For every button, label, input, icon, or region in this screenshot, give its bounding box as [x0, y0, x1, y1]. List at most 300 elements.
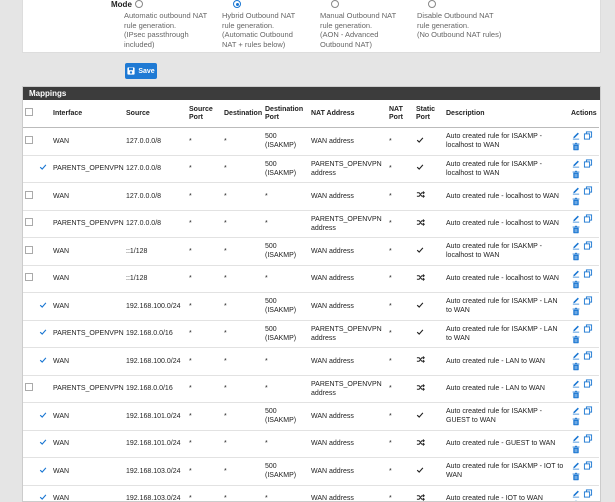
cell-static-port — [414, 128, 444, 156]
cell-source: 192.168.100.0/24 — [124, 348, 187, 376]
trash-icon[interactable] — [571, 170, 581, 179]
cell-destination-port — [263, 348, 309, 376]
row-select-checkbox[interactable] — [25, 136, 33, 144]
cell-actions — [569, 183, 599, 211]
cell-destination: * — [222, 320, 263, 348]
mode-option-text — [222, 11, 322, 49]
cell-description — [444, 238, 569, 266]
cell-description-line: Auto created rule for ISAKMP - LAN — [446, 325, 558, 333]
cell-nat-address-line: WAN address — [311, 467, 354, 475]
cell-static-port — [414, 430, 444, 458]
check-icon — [416, 331, 424, 338]
cell-destination-port-line: 500 — [265, 298, 277, 306]
row-enabled[interactable] — [37, 293, 51, 321]
cell-static-port — [414, 155, 444, 183]
row-enabled[interactable] — [37, 210, 51, 238]
edit-icon[interactable] — [571, 186, 581, 195]
mode-option-text — [124, 11, 224, 49]
cell-nat-address-line: WAN address — [311, 137, 354, 145]
cell-description — [444, 458, 569, 486]
table-row[interactable] — [23, 128, 599, 156]
mode-option-line: rule generation. — [320, 20, 373, 30]
cell-destination-port — [263, 210, 309, 238]
cell-nat-port: * — [387, 430, 414, 458]
mode-label: Mode — [111, 0, 132, 9]
cell-description — [444, 265, 569, 293]
cell-description-line: localhost to WAN — [446, 142, 500, 150]
col-static-port[interactable]: Static Port — [414, 100, 444, 128]
col-destination[interactable]: Destination — [222, 100, 263, 128]
mode-radio-1[interactable] — [233, 0, 241, 8]
cell-destination-port-line: (ISAKMP) — [265, 307, 297, 315]
table-row[interactable] — [23, 375, 599, 403]
cell-actions — [569, 375, 599, 403]
cell-nat-port: * — [387, 265, 414, 293]
cell-nat-port: * — [387, 183, 414, 211]
row-checkbox[interactable] — [23, 430, 37, 458]
edit-icon[interactable] — [571, 159, 581, 168]
mode-option-text — [320, 11, 420, 49]
cell-source-port: * — [187, 293, 222, 321]
cell-nat-address — [309, 128, 387, 156]
table-row[interactable] — [23, 155, 599, 183]
mode-option-line: (IPsec passthrough — [124, 30, 189, 39]
cell-nat-address — [309, 348, 387, 376]
cell-description-line: to WAN — [446, 307, 470, 315]
cell-destination-port — [263, 183, 309, 211]
shuffle-icon — [416, 442, 425, 449]
col-nat-port[interactable]: NAT Port — [387, 100, 414, 128]
cell-destination-port — [263, 293, 309, 321]
cell-destination-port — [263, 320, 309, 348]
cell-nat-address — [309, 430, 387, 458]
table-row[interactable] — [23, 458, 599, 486]
edit-icon[interactable] — [571, 324, 581, 333]
cell-nat-address-line: WAN address — [311, 302, 354, 310]
edit-icon[interactable] — [571, 434, 581, 443]
row-checkbox[interactable] — [23, 210, 37, 238]
cell-source-port: * — [187, 238, 222, 266]
row-checkbox[interactable] — [23, 265, 37, 293]
cell-source: 192.168.101.0/24 — [124, 403, 187, 431]
cell-static-port — [414, 320, 444, 348]
cell-nat-port: * — [387, 238, 414, 266]
cell-description-line: GUEST to WAN — [446, 417, 496, 425]
cell-source: 127.0.0.0/8 — [124, 210, 187, 238]
mode-radio-0[interactable] — [135, 0, 143, 8]
cell-destination-port — [263, 155, 309, 183]
table-row[interactable] — [23, 485, 599, 502]
cell-description — [444, 348, 569, 376]
cell-interface: WAN — [51, 238, 124, 266]
mode-option-line: rule generation. — [124, 20, 177, 30]
cell-nat-address — [309, 320, 387, 348]
check-icon — [416, 249, 424, 256]
cell-destination-port-line: * — [265, 495, 268, 502]
trash-icon[interactable] — [571, 225, 581, 234]
row-checkbox[interactable] — [23, 155, 37, 183]
check-icon — [416, 304, 424, 311]
row-checkbox[interactable] — [23, 485, 37, 502]
enabled-check-icon[interactable] — [39, 331, 47, 338]
copy-icon[interactable] — [583, 186, 593, 195]
mode-option-line: Hybrid Outbound NAT — [222, 11, 296, 20]
cell-destination: * — [222, 210, 263, 238]
cell-nat-address-line: WAN address — [311, 495, 354, 502]
cell-interface: WAN — [51, 458, 124, 486]
cell-description-line: Auto created rule for ISAKMP - — [446, 243, 542, 251]
table-row[interactable] — [23, 348, 599, 376]
cell-destination-port-line: 500 — [265, 325, 277, 333]
cell-static-port — [414, 183, 444, 211]
trash-icon[interactable] — [571, 197, 581, 206]
shuffle-icon — [416, 194, 425, 201]
cell-description-line: Auto created rule - LAN to WAN — [446, 357, 545, 365]
cell-description — [444, 430, 569, 458]
cell-destination-port-line: 500 — [265, 133, 277, 141]
cell-destination: * — [222, 485, 263, 502]
cell-nat-address-line: PARENTS_OPENVPN — [311, 160, 382, 168]
copy-icon[interactable] — [583, 434, 593, 443]
cell-interface: WAN — [51, 128, 124, 156]
cell-description-line: Auto created rule - localhost to WAN — [446, 275, 559, 283]
table-row[interactable] — [23, 430, 599, 458]
cell-nat-port: * — [387, 403, 414, 431]
mode-radio-2[interactable] — [331, 0, 339, 8]
cell-description — [444, 155, 569, 183]
cell-interface: WAN — [51, 348, 124, 376]
cell-actions — [569, 238, 599, 266]
cell-destination-port — [263, 375, 309, 403]
table-row[interactable] — [23, 183, 599, 211]
cell-interface: WAN — [51, 430, 124, 458]
enabled-check-icon[interactable] — [39, 496, 47, 502]
trash-icon[interactable] — [571, 280, 581, 289]
cell-nat-port: * — [387, 293, 414, 321]
col-destination-port[interactable]: Destination Port — [263, 100, 309, 128]
cell-destination-port-line: * — [265, 357, 268, 365]
cell-interface: WAN — [51, 293, 124, 321]
cell-nat-address — [309, 210, 387, 238]
row-enabled[interactable] — [37, 155, 51, 183]
cell-source-port: * — [187, 265, 222, 293]
row-checkbox[interactable] — [23, 458, 37, 486]
cell-actions — [569, 485, 599, 502]
cell-description-line: Auto created rule for ISAKMP - — [446, 160, 542, 168]
cell-description-line: localhost to WAN — [446, 252, 500, 260]
cell-nat-port: * — [387, 375, 414, 403]
copy-icon[interactable] — [583, 269, 593, 278]
cell-destination-port-line: * — [265, 192, 268, 200]
cell-description-line: Auto created rule - localhost to WAN — [446, 192, 559, 200]
cell-nat-port: * — [387, 485, 414, 502]
cell-destination-port-line: (ISAKMP) — [265, 472, 297, 480]
cell-destination-port-line: * — [265, 220, 268, 228]
cell-destination: * — [222, 128, 263, 156]
enabled-check-icon[interactable] — [39, 414, 47, 421]
enabled-check-icon[interactable] — [39, 441, 47, 448]
row-select-checkbox[interactable] — [25, 383, 33, 391]
row-enabled[interactable] — [37, 265, 51, 293]
copy-icon[interactable] — [583, 131, 593, 140]
row-checkbox[interactable] — [23, 320, 37, 348]
cell-source-port: * — [187, 458, 222, 486]
cell-description-line: Auto created rule for ISAKMP - LAN — [446, 298, 558, 306]
row-enabled[interactable] — [37, 238, 51, 266]
cell-nat-address-line: WAN address — [311, 192, 354, 200]
shuffle-icon — [416, 359, 425, 366]
copy-icon[interactable] — [583, 489, 593, 498]
shuffle-icon — [416, 387, 425, 394]
cell-description — [444, 485, 569, 502]
cell-destination-port-line: (ISAKMP) — [265, 169, 297, 177]
cell-nat-address-line: address — [311, 389, 336, 397]
check-icon — [416, 469, 424, 476]
cell-destination: * — [222, 375, 263, 403]
cell-nat-port: * — [387, 348, 414, 376]
cell-source: 127.0.0.0/8 — [124, 155, 187, 183]
row-enabled[interactable] — [37, 183, 51, 211]
col-interface[interactable]: Interface — [51, 100, 124, 128]
edit-icon[interactable] — [571, 269, 581, 278]
cell-source: ::1/128 — [124, 238, 187, 266]
col-source-port[interactable]: Source Port — [187, 100, 222, 128]
check-icon — [416, 166, 424, 173]
table-row[interactable] — [23, 293, 599, 321]
save-icon — [127, 67, 135, 75]
cell-destination-port — [263, 485, 309, 502]
cell-destination: * — [222, 458, 263, 486]
row-enabled[interactable] — [37, 403, 51, 431]
cell-nat-address-line: PARENTS_OPENVPN — [311, 380, 382, 388]
cell-destination-port-line: * — [265, 385, 268, 393]
cell-description-line: Auto created rule - GUEST to WAN — [446, 440, 556, 448]
cell-destination-port-line: 500 — [265, 463, 277, 471]
table-row[interactable] — [23, 238, 599, 266]
copy-icon[interactable] — [583, 461, 593, 470]
row-enabled[interactable] — [37, 375, 51, 403]
edit-icon[interactable] — [571, 461, 581, 470]
cell-source: 192.168.0.0/16 — [124, 320, 187, 348]
mappings-panel — [22, 86, 601, 502]
cell-static-port — [414, 265, 444, 293]
cell-source-port: * — [187, 485, 222, 502]
row-checkbox[interactable] — [23, 375, 37, 403]
table-row[interactable] — [23, 210, 599, 238]
cell-nat-address-line: WAN address — [311, 275, 354, 283]
cell-source-port: * — [187, 183, 222, 211]
check-icon — [416, 414, 424, 421]
cell-source: 192.168.103.0/24 — [124, 485, 187, 502]
trash-icon[interactable] — [571, 252, 581, 261]
cell-nat-port: * — [387, 210, 414, 238]
trash-icon[interactable] — [571, 307, 581, 316]
row-checkbox[interactable] — [23, 128, 37, 156]
mode-option-line: NAT + rules below) — [222, 39, 286, 49]
mappings-table — [23, 100, 599, 502]
copy-icon[interactable] — [583, 406, 593, 415]
shuffle-icon — [416, 497, 425, 502]
cell-actions — [569, 430, 599, 458]
cell-nat-address — [309, 293, 387, 321]
mode-radio-3[interactable] — [428, 0, 436, 8]
col-description[interactable]: Description — [444, 100, 569, 128]
cell-nat-address-line: WAN address — [311, 357, 354, 365]
table-row[interactable] — [23, 320, 599, 348]
copy-icon[interactable] — [583, 379, 593, 388]
col-source[interactable]: Source — [124, 100, 187, 128]
row-checkbox[interactable] — [23, 403, 37, 431]
cell-description-line: Auto created rule - localhost to WAN — [446, 220, 559, 228]
copy-icon[interactable] — [583, 324, 593, 333]
cell-nat-port: * — [387, 458, 414, 486]
mode-option-line: Automatic outbound NAT — [124, 11, 208, 20]
trash-icon[interactable] — [571, 142, 581, 151]
cell-description — [444, 320, 569, 348]
trash-icon[interactable] — [571, 335, 581, 344]
row-checkbox[interactable] — [23, 348, 37, 376]
mappings-title: Mappings — [23, 87, 600, 100]
cell-source: 192.168.0.0/16 — [124, 375, 187, 403]
cell-description-line: localhost to WAN — [446, 169, 500, 177]
enabled-check-icon[interactable] — [39, 359, 47, 366]
cell-actions — [569, 348, 599, 376]
cell-source-port: * — [187, 128, 222, 156]
edit-icon[interactable] — [571, 489, 581, 498]
cell-destination-port — [263, 265, 309, 293]
enabled-check-icon[interactable] — [39, 304, 47, 311]
row-select-checkbox[interactable] — [25, 246, 33, 254]
row-enabled[interactable] — [37, 485, 51, 502]
edit-icon[interactable] — [571, 351, 581, 360]
cell-nat-port: * — [387, 128, 414, 156]
cell-destination: * — [222, 430, 263, 458]
mode-option-line: Outbound NAT) — [320, 39, 372, 49]
row-checkbox[interactable] — [23, 238, 37, 266]
cell-description — [444, 210, 569, 238]
trash-icon[interactable] — [571, 472, 581, 481]
mode-option-line: Disable Outbound NAT — [417, 11, 494, 20]
cell-static-port — [414, 375, 444, 403]
cell-destination-port-line: (ISAKMP) — [265, 252, 297, 260]
cell-actions — [569, 265, 599, 293]
cell-destination-port — [263, 430, 309, 458]
row-enabled[interactable] — [37, 430, 51, 458]
edit-icon[interactable] — [571, 296, 581, 305]
row-checkbox[interactable] — [23, 183, 37, 211]
cell-description-line: Auto created rule - LAN to WAN — [446, 385, 545, 393]
cell-description-line: to WAN — [446, 334, 470, 342]
cell-interface: PARENTS_OPENVPN — [51, 375, 124, 403]
cell-static-port — [414, 238, 444, 266]
row-enabled[interactable] — [37, 128, 51, 156]
cell-nat-address-line: address — [311, 334, 336, 342]
enabled-check-icon[interactable] — [39, 469, 47, 476]
trash-icon[interactable] — [571, 362, 581, 371]
copy-icon[interactable] — [583, 351, 593, 360]
cell-description — [444, 375, 569, 403]
cell-destination-port-line: (ISAKMP) — [265, 334, 297, 342]
cell-static-port — [414, 210, 444, 238]
row-checkbox[interactable] — [23, 293, 37, 321]
cell-interface: WAN — [51, 183, 124, 211]
cell-nat-address — [309, 183, 387, 211]
cell-source-port: * — [187, 320, 222, 348]
cell-source-port: * — [187, 430, 222, 458]
cell-nat-address-line: address — [311, 224, 336, 232]
copy-icon[interactable] — [583, 296, 593, 305]
cell-static-port — [414, 403, 444, 431]
cell-interface: WAN — [51, 265, 124, 293]
edit-icon[interactable] — [571, 131, 581, 140]
row-enabled[interactable] — [37, 458, 51, 486]
row-select-checkbox[interactable] — [25, 191, 33, 199]
cell-description-line: Auto created rule - IOT to WAN — [446, 495, 543, 502]
cell-nat-port: * — [387, 155, 414, 183]
cell-destination-port-line: (ISAKMP) — [265, 142, 297, 150]
cell-static-port — [414, 348, 444, 376]
cell-nat-address — [309, 238, 387, 266]
cell-destination-port — [263, 128, 309, 156]
edit-icon[interactable] — [571, 241, 581, 250]
cell-destination: * — [222, 293, 263, 321]
edit-icon[interactable] — [571, 214, 581, 223]
row-enabled[interactable] — [37, 320, 51, 348]
edit-icon[interactable] — [571, 379, 581, 388]
trash-icon[interactable] — [571, 445, 581, 454]
cell-interface: PARENTS_OPENVPN — [51, 210, 124, 238]
cell-nat-address-line: PARENTS_OPENVPN — [311, 215, 382, 223]
cell-source-port: * — [187, 348, 222, 376]
row-enabled[interactable] — [37, 348, 51, 376]
table-row[interactable] — [23, 403, 599, 431]
mode-option-line: (Automatic Outbound — [222, 30, 293, 39]
cell-nat-address-line: address — [311, 169, 336, 177]
cell-nat-address — [309, 375, 387, 403]
select-all-checkbox[interactable] — [25, 108, 33, 116]
cell-destination-port — [263, 403, 309, 431]
copy-icon[interactable] — [583, 159, 593, 168]
cell-description — [444, 128, 569, 156]
cell-source-port: * — [187, 403, 222, 431]
cell-nat-address-line: WAN address — [311, 247, 354, 255]
edit-icon[interactable] — [571, 406, 581, 415]
mode-option-line: Manual Outbound NAT — [320, 11, 397, 20]
save-button[interactable] — [125, 63, 157, 79]
cell-interface: WAN — [51, 403, 124, 431]
trash-icon[interactable] — [571, 390, 581, 399]
enabled-check-icon[interactable] — [39, 166, 47, 173]
cell-destination-port — [263, 238, 309, 266]
cell-destination: * — [222, 183, 263, 211]
cell-nat-address — [309, 485, 387, 502]
row-select-checkbox[interactable] — [25, 218, 33, 226]
col-nat-address[interactable]: NAT Address — [309, 100, 387, 128]
copy-icon[interactable] — [583, 241, 593, 250]
cell-interface: PARENTS_OPENVPN — [51, 320, 124, 348]
cell-nat-address — [309, 265, 387, 293]
cell-destination-port-line: 500 — [265, 408, 277, 416]
copy-icon[interactable] — [583, 214, 593, 223]
row-select-checkbox[interactable] — [25, 273, 33, 281]
cell-description — [444, 293, 569, 321]
cell-source: 127.0.0.0/8 — [124, 128, 187, 156]
cell-static-port — [414, 458, 444, 486]
cell-static-port — [414, 293, 444, 321]
cell-source: 192.168.101.0/24 — [124, 430, 187, 458]
table-row[interactable] — [23, 265, 599, 293]
trash-icon[interactable] — [571, 417, 581, 426]
